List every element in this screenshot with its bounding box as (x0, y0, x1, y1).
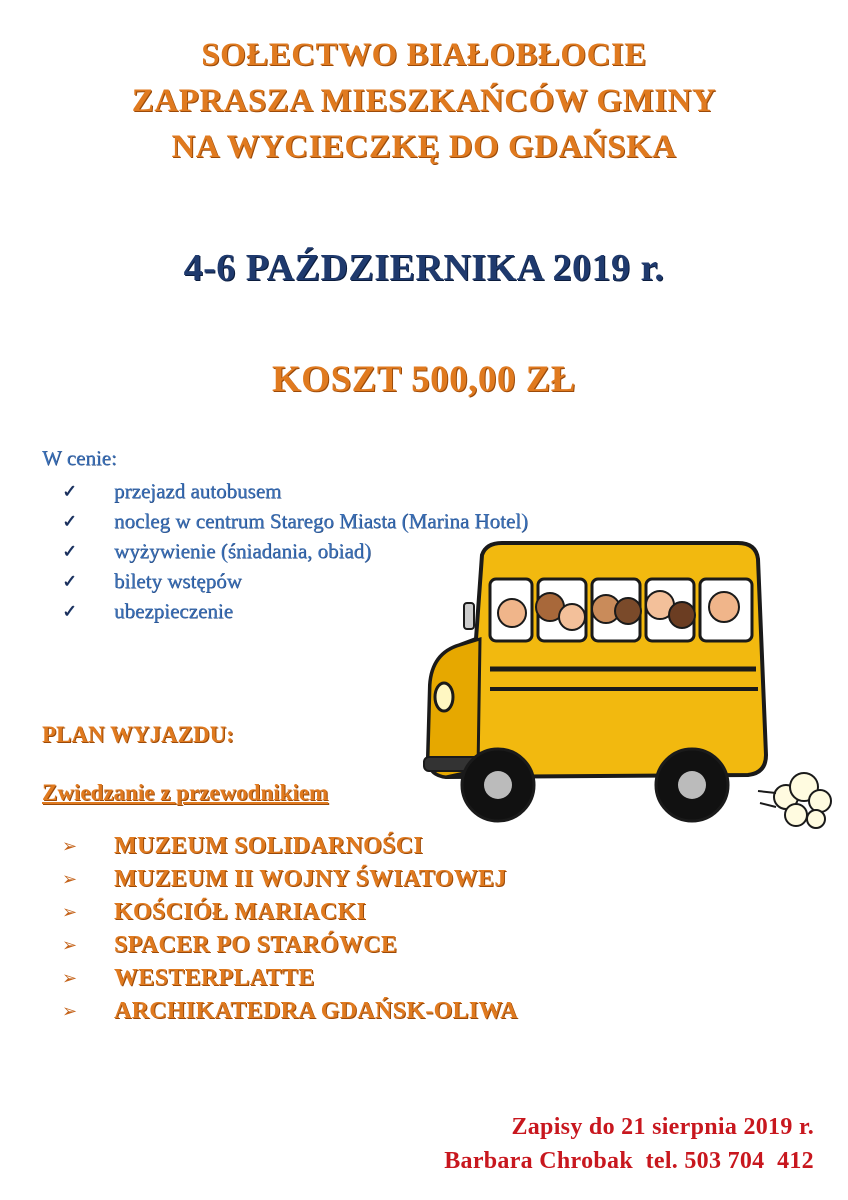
price-item-text: wyżywienie (śniadania, obiad) (114, 538, 372, 563)
price-item-text: nocleg w centrum Starego Miasta (Marina Hotel) (114, 508, 529, 533)
child-face (498, 599, 526, 627)
arrow-bullet-icon: ➢ (62, 902, 78, 923)
list-item (62, 830, 518, 863)
list-item (62, 896, 518, 929)
checkmark-icon: ✓ (62, 600, 78, 622)
headlight (435, 683, 453, 711)
front-hubcap (484, 771, 512, 799)
arrow-bullet-icon: ➢ (62, 869, 78, 890)
list-item (62, 929, 518, 962)
signup-deadline: Zapisy do 21 sierpnia 2019 r. (511, 1114, 814, 1140)
price-item-text: przejazd autobusem (114, 478, 282, 503)
price-item-text: ubezpieczenie (114, 598, 233, 623)
list-item (62, 863, 518, 896)
heading-line-3: NA WYCIECZKĘ DO GDAŃSKA (171, 129, 677, 165)
signup-contact: Barbara Chrobak tel. 503 704 412 (444, 1148, 814, 1174)
place-name: ARCHIKATEDRA GDAŃSK-OLIWA (114, 998, 518, 1024)
list-item (62, 995, 518, 1028)
arrow-bullet-icon: ➢ (62, 836, 78, 857)
place-name: KOŚCIÓŁ MARIACKI (114, 899, 367, 925)
heading-line-2: ZAPRASZA MIESZKAŃCÓW GMINY (131, 83, 717, 119)
signup-info (444, 1110, 814, 1178)
price-item-text: bilety wstępów (114, 568, 242, 593)
places-list (62, 830, 518, 1028)
side-mirror (464, 603, 474, 629)
checkmark-icon: ✓ (62, 510, 78, 532)
checkmark-icon: ✓ (62, 570, 78, 592)
arrow-bullet-icon: ➢ (62, 968, 78, 989)
exhaust-cloud (774, 773, 831, 828)
checkmark-icon: ✓ (62, 480, 78, 502)
place-name: MUZEUM II WOJNY ŚWIATOWEJ (114, 866, 507, 892)
school-bus-illustration (420, 535, 840, 845)
child-face (615, 598, 641, 624)
place-name: MUZEUM SOLIDARNOŚCI (114, 833, 424, 859)
checkmark-icon: ✓ (62, 540, 78, 562)
child-face (669, 602, 695, 628)
arrow-bullet-icon: ➢ (62, 935, 78, 956)
plan-title: PLAN WYJAZDU: (42, 722, 234, 747)
motion-line (758, 791, 776, 793)
place-name: WESTERPLATTE (114, 965, 315, 991)
list-item (62, 962, 518, 995)
guided-tour-subtitle: Zwiedzanie z przewodnikiem (42, 780, 329, 805)
heading-line-1: SOŁECTWO BIAŁOBŁOCIE (201, 37, 647, 73)
poster-heading (0, 32, 848, 170)
trip-cost: KOSZT 500,00 ZŁ (272, 359, 576, 400)
arrow-bullet-icon: ➢ (62, 1001, 78, 1022)
trip-date: 4-6 PAŹDZIERNIKA 2019 r. (183, 247, 665, 289)
motion-line (760, 803, 776, 807)
rear-hubcap (678, 771, 706, 799)
price-includes-label: W cenie: (42, 446, 117, 470)
child-face (559, 604, 585, 630)
place-name: SPACER PO STARÓWCE (114, 932, 398, 958)
list-item (62, 476, 528, 506)
child-face (709, 592, 739, 622)
list-item (62, 506, 528, 536)
